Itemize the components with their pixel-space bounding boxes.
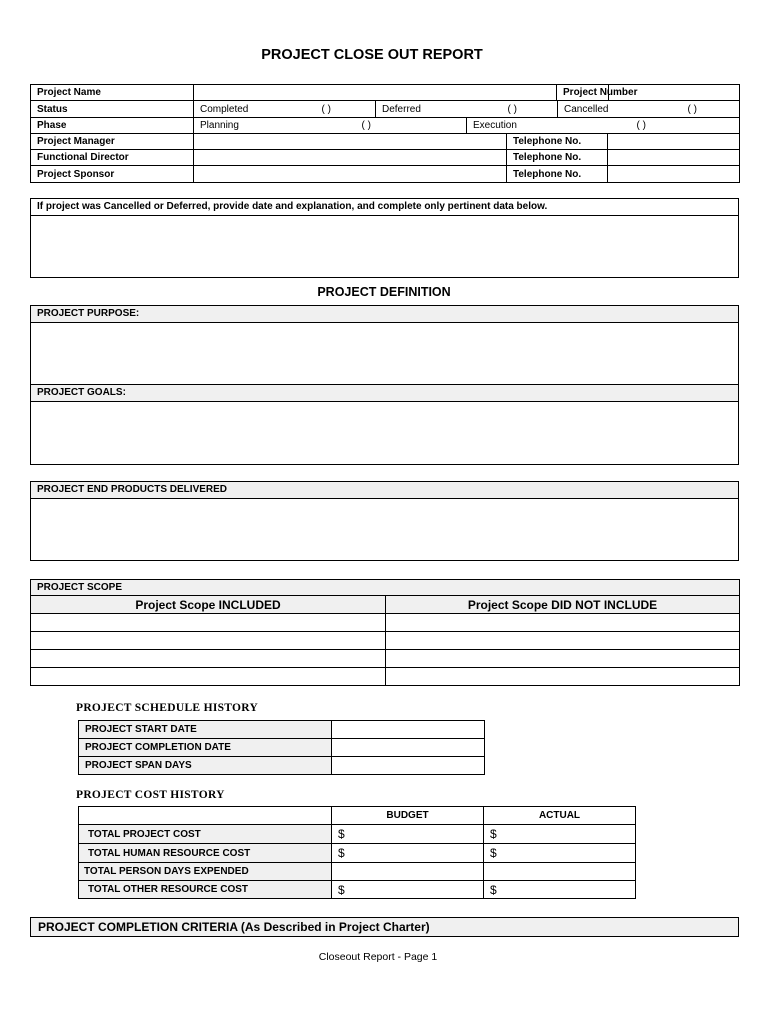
status-deferred-option[interactable]	[376, 101, 558, 118]
total-hr-actual-field[interactable]	[484, 844, 636, 863]
status-completed-option[interactable]	[194, 101, 376, 118]
project-sponsor-label: Project Sponsor	[31, 166, 194, 183]
scope-included-cell[interactable]	[31, 650, 386, 668]
completed-label: Completed	[200, 103, 249, 115]
scope-excluded-cell[interactable]	[386, 668, 740, 686]
span-days-label: PROJECT SPAN DAYS	[79, 757, 332, 775]
person-days-label: TOTAL PERSON DAYS EXPENDED	[79, 863, 332, 881]
completion-date-label: PROJECT COMPLETION DATE	[79, 739, 332, 757]
scope-included-cell[interactable]	[31, 614, 386, 632]
planning-label: Planning	[200, 120, 239, 131]
total-other-actual-field[interactable]	[484, 881, 636, 899]
page-title: PROJECT CLOSE OUT REPORT	[261, 47, 483, 63]
start-date-label: PROJECT START DATE	[79, 721, 332, 739]
functional-director-label: Functional Director	[31, 150, 194, 166]
end-products-box[interactable]	[30, 481, 739, 561]
telephone-label: Telephone No.	[507, 150, 608, 166]
span-days-field[interactable]	[332, 757, 485, 775]
project-sponsor-phone-field[interactable]	[608, 166, 740, 183]
project-goals-label: PROJECT GOALS:	[31, 385, 738, 402]
scope-included-cell[interactable]	[31, 632, 386, 650]
completion-criteria-label: PROJECT COMPLETION CRITERIA (As Described in Project Charter)	[38, 920, 430, 934]
project-definition-heading: PROJECT DEFINITION	[317, 285, 451, 299]
project-purpose-box[interactable]	[30, 305, 739, 385]
total-other-cost-label: TOTAL OTHER RESOURCE COST	[79, 881, 332, 899]
cancelled-checkbox[interactable]: ( )	[687, 103, 697, 115]
phase-label: Phase	[31, 118, 194, 134]
project-manager-label: Project Manager	[31, 134, 194, 150]
currency-symbol: $	[338, 882, 345, 897]
contacts-table	[30, 133, 740, 183]
currency-symbol: $	[490, 882, 497, 897]
status-row-table	[30, 100, 740, 118]
phase-row-table	[30, 117, 740, 134]
total-hr-cost-label: TOTAL HUMAN RESOURCE COST	[79, 844, 332, 863]
deferred-checkbox[interactable]: ( )	[507, 103, 517, 115]
status-cancelled-option[interactable]	[558, 101, 740, 118]
functional-director-phone-field[interactable]	[608, 150, 740, 166]
project-scope-table	[30, 579, 740, 686]
cost-header-blank	[79, 807, 332, 825]
page-footer: Closeout Report - Page 1	[318, 951, 438, 963]
project-manager-field[interactable]	[194, 134, 507, 150]
person-days-budget-field[interactable]	[332, 863, 484, 881]
project-manager-phone-field[interactable]	[608, 134, 740, 150]
cancel-explanation-box[interactable]	[30, 198, 739, 278]
project-name-field[interactable]	[194, 85, 557, 101]
project-number-label: Project Number	[557, 85, 609, 101]
telephone-label: Telephone No.	[507, 166, 608, 183]
functional-director-field[interactable]	[194, 150, 507, 166]
project-goals-box[interactable]	[30, 384, 739, 465]
scope-excluded-cell[interactable]	[386, 614, 740, 632]
planning-checkbox[interactable]: ( )	[361, 120, 371, 131]
currency-symbol: $	[490, 827, 497, 841]
schedule-history-table	[78, 720, 485, 775]
scope-included-header: Project Scope INCLUDED	[31, 596, 386, 614]
budget-header: BUDGET	[332, 807, 484, 825]
execution-checkbox[interactable]: ( )	[636, 120, 646, 131]
phase-planning-option[interactable]	[194, 118, 467, 134]
project-sponsor-field[interactable]	[194, 166, 507, 183]
completion-criteria-box[interactable]	[30, 917, 739, 937]
currency-symbol: $	[338, 827, 345, 841]
currency-symbol: $	[338, 846, 345, 860]
cost-history-heading: PROJECT COST HISTORY	[76, 789, 225, 801]
completion-date-field[interactable]	[332, 739, 485, 757]
total-project-cost-label: TOTAL PROJECT COST	[79, 825, 332, 844]
cancel-note-label: If project was Cancelled or Deferred, provide date and explanation, and complete only pertinent data below.	[31, 199, 738, 216]
scope-not-included-header: Project Scope DID NOT INCLUDE	[386, 596, 740, 614]
scope-included-cell[interactable]	[31, 668, 386, 686]
actual-header: ACTUAL	[484, 807, 636, 825]
total-other-budget-field[interactable]	[332, 881, 484, 899]
cancelled-label: Cancelled	[564, 103, 609, 115]
completed-checkbox[interactable]: ( )	[321, 103, 331, 115]
phase-execution-option[interactable]	[467, 118, 740, 134]
project-scope-label: PROJECT SCOPE	[31, 580, 740, 596]
total-project-actual-field[interactable]	[484, 825, 636, 844]
scope-excluded-cell[interactable]	[386, 650, 740, 668]
currency-symbol: $	[490, 846, 497, 860]
execution-label: Execution	[473, 120, 517, 131]
deferred-label: Deferred	[382, 103, 421, 115]
total-hr-budget-field[interactable]	[332, 844, 484, 863]
status-label: Status	[31, 101, 194, 118]
project-info-table	[30, 84, 740, 101]
project-name-label: Project Name	[31, 85, 194, 101]
telephone-label: Telephone No.	[507, 134, 608, 150]
person-days-actual-field[interactable]	[484, 863, 636, 881]
project-purpose-label: PROJECT PURPOSE:	[31, 306, 738, 323]
scope-excluded-cell[interactable]	[386, 632, 740, 650]
total-project-budget-field[interactable]	[332, 825, 484, 844]
schedule-history-heading: PROJECT SCHEDULE HISTORY	[76, 702, 259, 714]
cost-history-table	[78, 806, 636, 899]
start-date-field[interactable]	[332, 721, 485, 739]
end-products-label: PROJECT END PRODUCTS DELIVERED	[31, 482, 738, 499]
